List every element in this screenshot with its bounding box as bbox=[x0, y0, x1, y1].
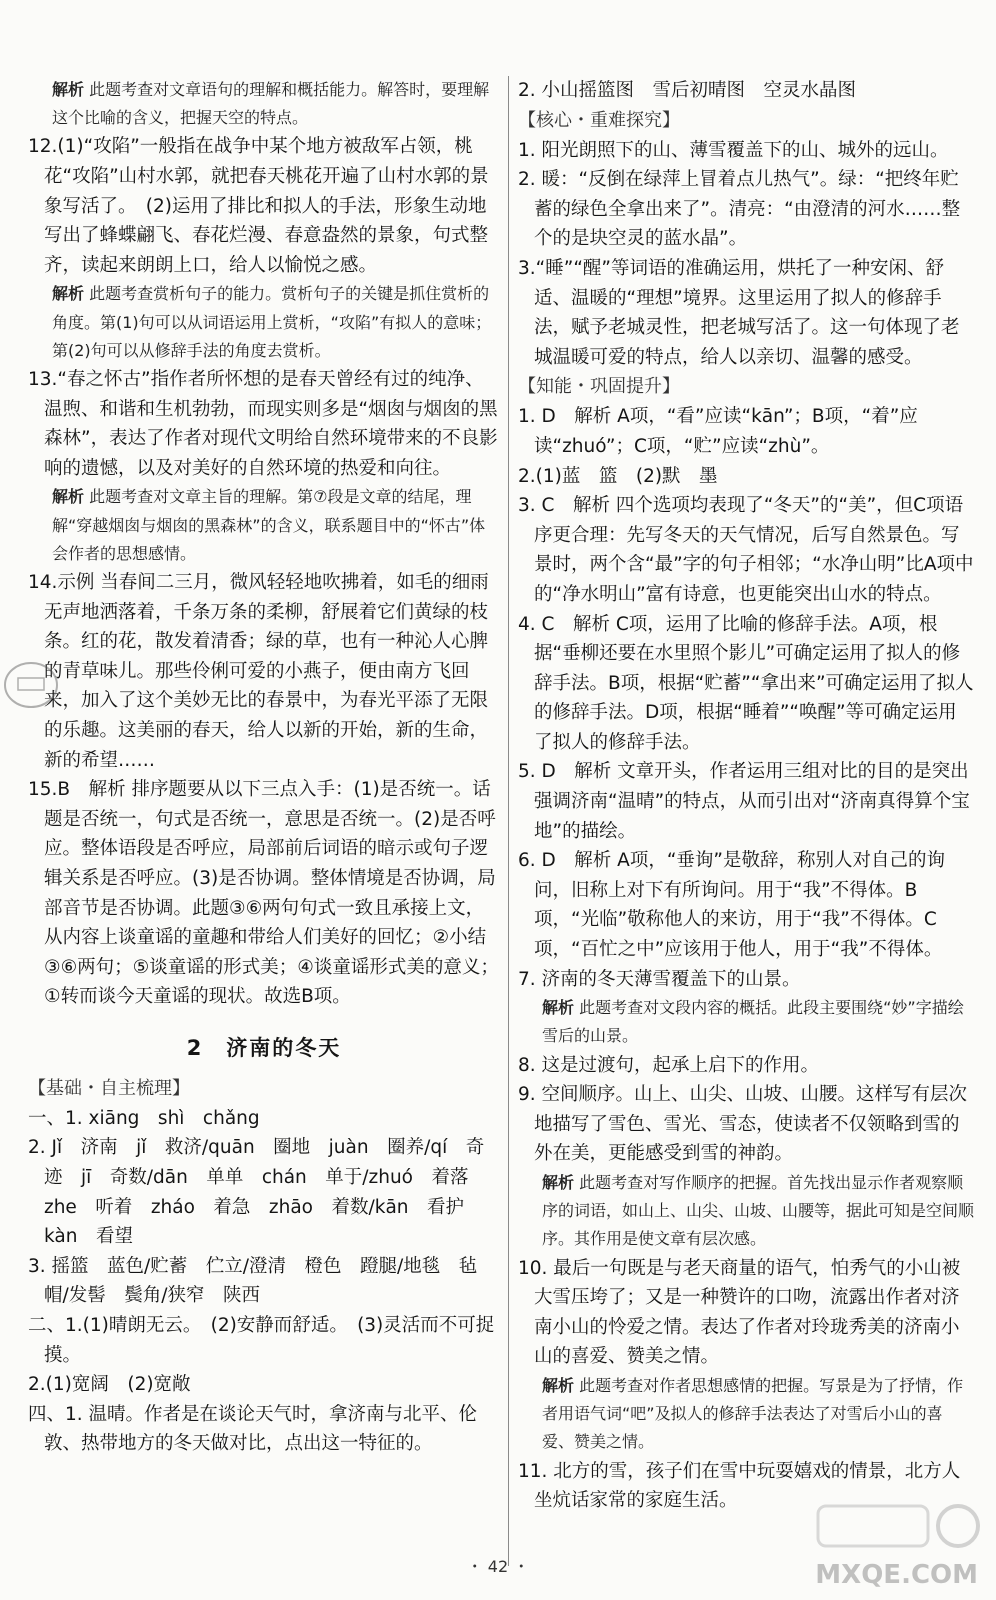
answer-item: 2. Jǐ 济南 jǐ 救济/quān 圈地 juàn 圈养/qí 奇迹 jī 奇数/dān 单单 chán 单于/zhuó 着落 zhe 听着 zháo 着急 zhāo 着数/kān 看护 kàn 看望 bbox=[28, 1137, 488, 1248]
answer-item: 二、1.(1)晴朗无云。 (2)安静而舒适。 (3)灵活而不可捉摸。 bbox=[28, 1315, 495, 1366]
analysis-tag: 解析 bbox=[52, 487, 85, 507]
answer-item: 3. C 解析 四个选项均表现了“冬天”的“美”，但C项语序更合理：先写冬天的天气情况，后写自然景色。写景时，两个含“最”字的句子相邻；“水净山明”比A项中的“净水明山”富有诗意，也更能突出山水的特点。 bbox=[518, 495, 974, 605]
answer-item: 四、1. 温晴。作者是在谈论天气时，拿济南与北平、伦敦、热带地方的冬天做对比，点出这一特征的。 bbox=[28, 1403, 478, 1455]
analysis-paragraph bbox=[28, 76, 500, 132]
analysis-paragraph bbox=[28, 483, 500, 568]
answer-item: 12.(1)“攻陷”一般指在战争中某个地方被敌军占领，桃花“攻陷”山村水郭，就把春天桃花开遍了山村水郭的景象写活了。 (2)运用了排比和拟人的手法，形象生动地写出了蜂蝶翩飞、春花烂漫、春意盎然的景象，句式整齐，读起来朗朗上口，给人以愉悦之感。 bbox=[28, 136, 489, 276]
answer-item: 3.“睡”“醒”等词语的准确运用，烘托了一种安闲、舒适、温暖的“理想”境界。这里运用了拟人的修辞手法，赋予老城灵性，把老城写活了。这一句体现了老城温暖可爱的特点，给人以亲切、温馨的感受。 bbox=[518, 257, 960, 368]
answer-item: 15.B 解析 排序题要从以下三点入手：(1)是否统一。话题是否统一，句式是否统一，意思是否统一。(2)是否呼应。整体语段是否呼应，局部前后词语的暗示或句子逻辑关系是否呼应。(3)是否协调。整体情境是否协调，局部音节是否协调。此题③⑥两句句式一致且承接上文，从内容上谈童谣的童趣和带给人们美好的回忆；②小结③⑥两句；⑤谈童谣的形式美；④谈童谣形式美的意义；①转而谈今天童谣的现状。故选B项。 bbox=[28, 779, 499, 1008]
analysis-text: 此题考查赏析句子的能力。赏析句子的关键是抓住赏析的角度。第(1)句可以从词语运用上赏析，“攻陷”有拟人的意味；第(2)句可以从修辞手法的角度去赏析。 bbox=[52, 284, 492, 360]
answer-item: 2. 暖：“反倒在绿萍上冒着点儿热气”。绿：“把终年贮蓄的绿色全拿出来了”。清亮：“由澄清的河水……整个的是块空灵的蓝水晶”。 bbox=[518, 169, 961, 250]
analysis-tag: 解析 bbox=[52, 284, 85, 304]
answer-item: 3. 摇篮 蓝色/贮蓄 伫立/澄清 橙色 蹬腿/地毯 毡帽/发髻 鬓角/狭窄 陕西 bbox=[28, 1255, 478, 1307]
analysis-paragraph bbox=[518, 1169, 974, 1254]
answer-item: 8. 这是过渡句，起承上启下的作用。 bbox=[518, 1054, 820, 1076]
answer-item: 6. D 解析 A项，“垂询”是敬辞，称别人对自己的询问，旧称上对下有所询问。用于“我”不得体。B项，“光临”敬称他人的来访，用于“我”不得体。C项，“百忙之中”应该用于他人，用于“我”不得体。 bbox=[518, 850, 945, 961]
analysis-text: 此题考查对文章主旨的理解。第⑦段是文章的结尾，理解“穿越烟囱与烟囱的黑森林”的含义，联系题目中的“怀古”体会作者的思想感情。 bbox=[52, 487, 486, 563]
column-divider bbox=[508, 76, 509, 1566]
answer-item: 11. 北方的雪，孩子们在雪中玩耍嬉戏的情景，北方人坐炕话家常的家庭生活。 bbox=[518, 1460, 961, 1512]
analysis-tag: 解析 bbox=[542, 1173, 575, 1192]
answer-item: 2.(1)宽阔 (2)宽敞 bbox=[28, 1374, 191, 1396]
analysis-paragraph bbox=[518, 994, 974, 1050]
analysis-tag: 解析 bbox=[542, 998, 575, 1018]
analysis-text: 此题考查对文章语句的理解和概括能力。解答时，要理解这个比喻的含义，把握天空的特点。 bbox=[52, 80, 490, 128]
left-column bbox=[28, 76, 500, 1459]
lesson-title: 2 济南的冬天 bbox=[186, 1035, 342, 1060]
watermark-text: MXQE.COM bbox=[815, 1560, 978, 1590]
answer-item: 4. C 解析 C项，运用了比喻的修辞手法。A项，根据“垂柳还要在水里照个影儿”可确定运用了拟人的修辞手法。B项，根据“贮蓄”“拿出来”可确定运用了拟人的修辞手法。D项，根据“睡着”“唤醒”等可确定运用了拟人的修辞手法。 bbox=[518, 613, 974, 753]
answer-item: 一、1. xiāng shì chǎng bbox=[28, 1107, 260, 1129]
analysis-paragraph bbox=[28, 280, 500, 365]
answer-item: 2.(1)蓝 篮 (2)默 墨 bbox=[518, 465, 718, 487]
analysis-text: 此题考查对作者思想感情的把握。写景是为了抒情，作者用语气词“吧”及拟人的修辞手法表达了对雪后小山的喜爱、赞美之情。 bbox=[542, 1375, 964, 1452]
answer-item: 1. 阳光朗照下的山、薄雪覆盖下的山、城外的远山。 bbox=[518, 139, 949, 161]
answer-item: 9. 空间顺序。山上、山尖、山坡、山腰。这样写有层次地描写了雪色、雪光、雪态，使读者不仅领略到雪的外在美，更能感受到雪的神韵。 bbox=[518, 1084, 968, 1165]
section-label: 【核心・重难探究】 bbox=[518, 109, 680, 131]
analysis-paragraph bbox=[518, 1372, 974, 1457]
page-number: ・ 42 ・ bbox=[466, 1557, 530, 1576]
analysis-text: 此题考查对文段内容的概括。此段主要围绕“妙”字描绘雪后的山景。 bbox=[542, 998, 964, 1046]
answer-item: 7. 济南的冬天薄雪覆盖下的山景。 bbox=[518, 968, 801, 990]
answer-item: 5. D 解析 文章开头，作者运用三组对比的目的是突出强调济南“温晴”的特点，从而引出对“济南真得算个宝地”的描绘。 bbox=[518, 761, 970, 842]
answer-item: 1. D 解析 A项，“看”应读“kān”；B项，“着”应读“zhuó”；C项，“贮”应读“zhù”。 bbox=[518, 406, 918, 457]
analysis-text: 此题考查对写作顺序的把握。首先找出显示作者观察顺序的词语，如山上、山尖、山坡、山腰等，据此可知是空间顺序。其作用是使文章有层次感。 bbox=[542, 1173, 975, 1249]
answer-item: 10. 最后一句既是与老天商量的语气，怕秀气的小山被大雪压垮了；又是一种赞许的口吻，流露出作者对济南小山的怜爱之情。表达了作者对玲珑秀美的济南小山的喜爱、赞美之情。 bbox=[518, 1257, 961, 1368]
right-column bbox=[518, 76, 974, 1516]
section-label: 【知能・巩固提升】 bbox=[518, 376, 680, 398]
answer-item: 14.示例 当春间二三月，微风轻轻地吹拂着，如毛的细雨无声地洒落着，千条万条的柔柳，舒展着它们黄绿的枝条。红的花，散发着清香；绿的草，也有一种沁人心脾的青草味儿。那些伶俐可爱的小燕子，便由南方飞回来，加入了这个美妙无比的春景中，为春光平添了无限的乐趣。这美丽的春天，给人以新的开始，新的生命，新的希望…… bbox=[28, 571, 489, 771]
analysis-tag: 解析 bbox=[542, 1375, 575, 1395]
analysis-tag: 解析 bbox=[52, 80, 85, 99]
section-label: 【基础・自主梳理】 bbox=[28, 1077, 190, 1099]
answer-item: 2. 小山摇篮图 雪后初晴图 空灵水晶图 bbox=[518, 80, 857, 101]
stamp-seal bbox=[2, 656, 60, 714]
answer-item: 13.“春之怀古”指作者所怀想的是春天曾经有过的纯净、温煦、和谐和生机勃勃，而现实则多是“烟囱与烟囱的黑森林”，表达了作者对现代文明给自然环境带来的不良影响的遗憾，以及对美好的自然环境的热爱和向往。 bbox=[28, 368, 498, 479]
